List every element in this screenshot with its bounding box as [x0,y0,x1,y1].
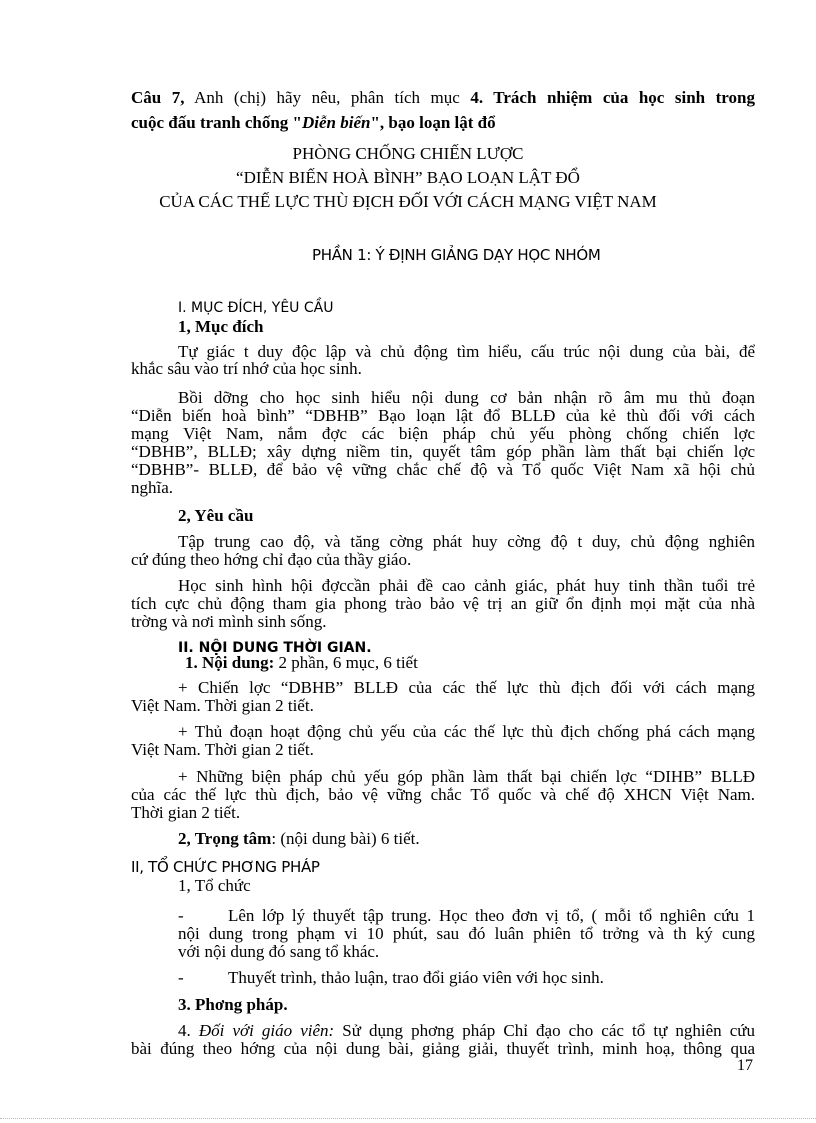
title-line-1: PHÒNG CHỐNG CHIẾN LƯỢC [292,144,524,163]
question-italic: Diễn biến [301,113,371,132]
s1-p2-line-3: mạng Việt Nam, nắm đợc các biện pháp chủ yếu phòng chống chiến lợc [131,424,755,443]
s3-b2-dash: - [178,968,184,987]
section2-sub2: 2, Trọng tâm: (nội dung bài) 6 tiết. [178,829,420,848]
s1-p1-line-1: Tự giác t duy độc lập và chủ động tìm hiểu, cấu trúc nội dung của bài, để [178,342,755,361]
page-number: 17 [737,1057,753,1074]
s1-p2-line-6: nghĩa. [131,478,174,497]
s2-i3-line-2: của các thế lực thù địch, bảo vệ vững chắc Tổ quốc và chế độ XHCN Việt Nam. [131,785,755,804]
s3-b2: Thuyết trình, thảo luận, trao đổi giáo viên với học sinh. [228,968,604,987]
s2-i3-line-1: + Những biện pháp chủ yếu góp phần làm thất bại chiến lợc “DIHB” BLLĐ [178,767,755,786]
section3-heading: II, TỔ CHỨC PHƠNG PHÁP [131,858,320,876]
s1-p2-line-5: “DBHB”- BLLĐ, để bảo vệ vững chắc chế độ và Tổ quốc Việt Nam xã hội chủ [131,460,755,479]
section1-heading: I. MỤC ĐÍCH, YÊU CẦU [178,300,334,316]
s3-b1-dash: - [178,906,184,925]
s3-p4-line-1: 4. Đối với giáo viên: Sử dụng phơng pháp Chỉ đạo cho các tổ tự nghiên cứu [178,1021,755,1040]
question-text: Anh (chị) hãy nêu, phân tích mục [184,88,471,107]
question-bold-title: 4. Trách nhiệm của học sinh trong [470,88,755,107]
s3-p4-line-2: bài đúng theo hớng của nội dung bài, giảng giải, thuyết trình, minh hoạ, thông qua [131,1039,755,1058]
section3-sub3: 3. Phơng pháp. [178,995,288,1014]
page-bottom-rule [0,1118,816,1119]
section2-heading: II. NỘI DUNG THỜI GIAN. [178,640,372,656]
s2-i2-line-2: Việt Nam. Thời gian 2 tiết. [131,740,314,759]
s1-p2-line-1: Bồi dỡng cho học sinh hiểu nội dung cơ bản nhận rõ âm mu thủ đoạn [178,388,755,407]
section3-sub1: 1, Tổ chức [178,876,251,895]
question-label: Câu 7, [131,88,185,107]
question-line-1 [131,88,755,108]
s1-p3-line-1: Tập trung cao độ, và tăng cờng phát huy cờng độ t duy, chủ động nghiên [178,532,755,551]
s1-p4-line-1: Học sinh hình hội đợccần phải đề cao cảnh giác, phát huy tinh thần tuổi trẻ [178,576,755,595]
s1-p4-line-3: trờng và nơi mình sinh sống. [131,612,327,631]
s1-p2-line-2: “Diễn biến hoà bình” “DBHB” Bạo loạn lật đổ BLLĐ của kẻ thù đối với cách [131,406,755,425]
title-line-2: “DIỄN BIẾN HOÀ BÌNH” BẠO LOẠN LẬT ĐỔ [236,168,580,187]
s3-b1-line-2: nội dung trong phạm vi 10 phút, sau đó luân phiên tổ trởng và th ký cung [178,924,755,943]
s2-i3-line-3: Thời gian 2 tiết. [131,803,241,822]
s3-b1-line-1: Lên lớp lý thuyết tập trung. Học theo đơn vị tổ, ( mỗi tổ nghiên cứu 1 [228,906,755,925]
part1-heading: PHẦN 1: Ý ĐỊNH GIẢNG DẠY HỌC NHÓM [312,246,601,264]
s1-p3-line-2: cứ đúng theo hớng chỉ đạo của thầy giáo. [131,550,412,569]
s2-i1-line-1: + Chiến lợc “DBHB” BLLĐ của các thế lực thù địch đối với cách mạng [178,678,755,697]
s1-p2-line-4: “DBHB”, BLLĐ; xây dựng niềm tin, quyết tâm góp phần làm thất bại chiến lợc [131,442,755,461]
section1-sub1: 1, Mục đích [178,317,264,336]
title-line-3: CỦA CÁC THẾ LỰC THÙ ĐỊCH ĐỐI VỚI CÁCH MẠNG VIỆT NAM [159,192,657,211]
section1-sub2: 2, Yêu cầu [178,506,254,525]
s1-p1-line-2: khắc sâu vào trí nhớ của học sinh. [131,359,362,378]
s2-i1-line-2: Việt Nam. Thời gian 2 tiết. [131,696,314,715]
section2-sub1: 1. Nội dung: 2 phần, 6 mục, 6 tiết [185,653,418,672]
s3-b1-line-3: với nội dung đó sang tổ khác. [178,942,380,961]
question-line-2: cuộc đấu tranh chống "Diễn biến", bạo loạn lật đổ [131,113,496,132]
s2-i2-line-1: + Thủ đoạn hoạt động chủ yếu của các thế lực thù địch chống phá cách mạng [178,722,755,741]
s1-p4-line-2: tích cực chủ động tham gia phong trào bảo vệ trị an giữ ổn định mọi mặt của nhà [131,594,755,613]
